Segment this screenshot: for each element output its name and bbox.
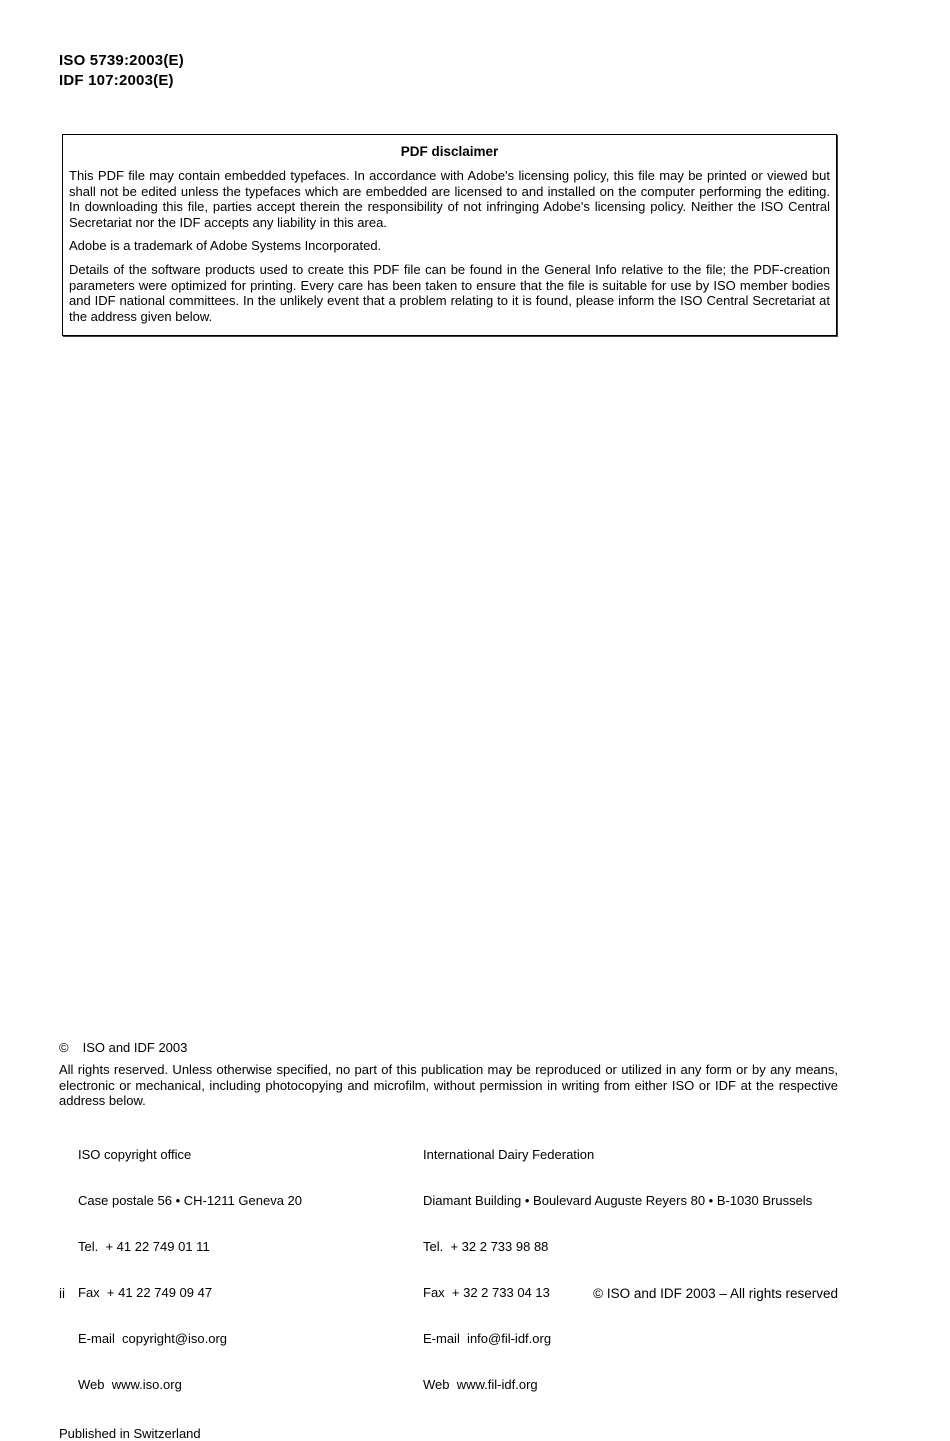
office-postal-line: Case postale 56 • CH-1211 Geneva 20 <box>78 1193 303 1209</box>
disclaimer-paragraph-typefaces: This PDF file may contain embedded typefaces. In accordance with Adobe's licensing policy, this file may be printed or viewed but shall not be edited unless the typefaces which are embedded are licensed to and installed on the computer performing the editing. In downloading this file, parties accept therein the responsibility of not infringing Adobe's licensing policy. Neither the ISO Central Secretariat nor the IDF accepts any liability in this area. <box>69 168 830 230</box>
office-email-line: E-mail info@fil-idf.org <box>423 1330 552 1346</box>
office-fax-line: Fax + 41 22 749 09 47 <box>78 1285 213 1301</box>
copyright-symbol: © <box>59 1040 69 1055</box>
office-tel-line: Tel. + 32 2 733 98 88 <box>423 1239 549 1255</box>
footer-copyright-notice: © ISO and IDF 2003 – All rights reserved <box>593 1286 838 1301</box>
pdf-disclaimer-box <box>62 134 837 336</box>
copyright-section <box>59 1040 838 1441</box>
doc-ref-idf: IDF 107:2003(E) <box>59 72 174 89</box>
office-email-line: E-mail copyright@iso.org <box>78 1330 228 1346</box>
disclaimer-paragraph-software: Details of the software products used to create this PDF file can be found in the General Info relative to the file; the PDF-creation parameters were optimized for printing. Every care has been taken to ensure that the file is suitable for use by ISO member bodies and IDF national committees. In the unlikely event that a problem relating to it is found, please inform the ISO Central Secretariat at the address given below. <box>69 261 830 324</box>
published-note: Published in Switzerland <box>59 1425 201 1441</box>
office-web-line: Web www.iso.org <box>78 1376 182 1392</box>
office-web-line: Web www.fil-idf.org <box>423 1376 538 1392</box>
office-name: International Dairy Federation <box>423 1147 595 1163</box>
idf-office-address <box>423 1117 812 1423</box>
iso-office-address <box>78 1117 423 1423</box>
disclaimer-paragraph-trademark: Adobe is a trademark of Adobe Systems Incorporated. <box>69 238 382 254</box>
address-columns <box>59 1117 838 1423</box>
disclaimer-title: PDF disclaimer <box>400 144 499 159</box>
rights-statement: All rights reserved. Unless otherwise specified, no part of this publication may be reproduced or utilized in any form or by any means, electronic or mechanical, including photocopying and microfilm, without permission in writing from either ISO or IDF at the respective address below. <box>59 1062 838 1109</box>
office-tel-line: Tel. + 41 22 749 01 11 <box>78 1239 210 1255</box>
doc-ref-iso: ISO 5739:2003(E) <box>59 52 184 69</box>
copyright-owner: ISO and IDF 2003 <box>82 1040 188 1055</box>
page-footer <box>59 1286 838 1302</box>
doc-reference-header <box>59 51 184 91</box>
office-fax-line: Fax + 32 2 733 04 13 <box>423 1285 550 1301</box>
office-postal-line: Diamant Building • Boulevard Auguste Reyers 80 • B-1030 Brussels <box>423 1193 813 1209</box>
page-number: ii <box>59 1286 65 1301</box>
copyright-line <box>59 1040 838 1056</box>
office-name: ISO copyright office <box>78 1147 192 1163</box>
